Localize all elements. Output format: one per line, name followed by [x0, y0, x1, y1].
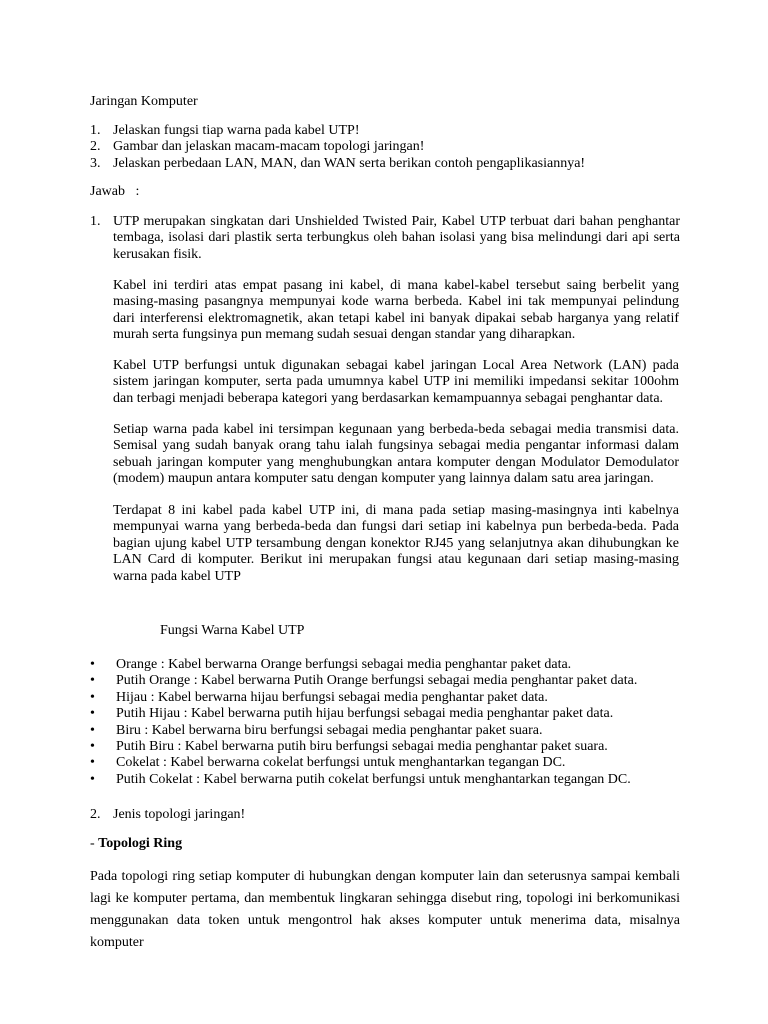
bullet-icon: • — [90, 722, 95, 738]
bullet-icon: • — [90, 739, 95, 755]
topology-heading — [90, 836, 182, 852]
bullet-icon: • — [90, 657, 95, 672]
question-number: 3. — [90, 155, 101, 171]
answer-1 — [90, 214, 680, 263]
list-item — [90, 723, 710, 739]
question-item — [90, 123, 710, 139]
question-text: Gambar dan jelaskan macam-macam topologi jaringan! — [113, 139, 425, 155]
document-title: Jaringan Komputer — [90, 94, 198, 109]
ring-heading: Topologi Ring — [98, 836, 183, 851]
list-item-text: Putih Biru : Kabel berwarna putih biru berfungsi sebagai media penghantar paket suara. — [116, 739, 608, 755]
list-item-text: Cokelat : Kabel berwarna cokelat berfungsi untuk menghantarkan tegangan DC. — [116, 755, 566, 771]
list-item-text: Orange : Kabel berwarna Orange berfungsi sebagai media penghantar paket data. — [116, 657, 572, 672]
question-text: Jelaskan perbedaan LAN, MAN, dan WAN serta berikan contoh pengaplikasiannya! — [113, 155, 586, 171]
color-function-list — [90, 657, 710, 788]
list-item — [90, 739, 710, 755]
answer-1-intro: UTP merupakan singkatan dari Unshielded Twisted Pair, Kabel UTP terbuat dari bahan penghantar tembaga, isolasi dari plastik serta terbungkus oleh bahan isolasi yang bisa melindungi dari api serta kerusakan fisik. — [113, 214, 680, 262]
answer-number: 1. — [90, 214, 101, 229]
list-item-text: Biru : Kabel berwarna biru berfungsi sebagai media penghantar paket suara. — [116, 722, 543, 738]
answer-2 — [90, 807, 245, 823]
paragraph: Setiap warna pada kabel ini tersimpan kegunaan yang berbeda-beda sebagai media transmisi data. Semisal yang sudah banyak orang tahu ialah fungsinya sebagai media pengantar informasi dalam sebuah jaringan komputer yang menghubungkan antara komputer dengan Modulator Demodulator (modem) maupun antara komputer satu dengan komputer yang lainnya dalam satu area jaringan. — [113, 422, 679, 487]
question-item — [90, 156, 710, 172]
list-item — [90, 690, 710, 706]
bullet-icon: • — [90, 755, 95, 771]
paragraph: Kabel ini terdiri atas empat pasang ini kabel, di mana kabel-kabel tersebut saing berbelit yang masing-masing pasangnya mempunyai kode warna berbeda. Kabel ini tak mempunyai pelindung dari interferensi elektromagnetik, akan tetapi kabel ini banyak dipakai sebab harganya yang relatif murah serta fungsinya pun memang sudah sesuai dengan standar yang diharapkan. — [113, 278, 679, 343]
question-list — [90, 123, 710, 172]
list-item — [90, 706, 710, 722]
list-item-text: Putih Cokelat : Kabel berwarna putih cokelat berfungsi untuk menghantarkan tegangan DC. — [116, 771, 631, 787]
bullet-icon: • — [90, 706, 95, 722]
answer-2-text: Jenis topologi jaringan! — [113, 807, 246, 822]
answer-number: 2. — [90, 807, 101, 822]
paragraph: Kabel UTP berfungsi untuk digunakan sebagai kabel jaringan Local Area Network (LAN) pada sistem jaringan komputer, serta pada umumnya kabel UTP ini memiliki impedansi sekitar 100ohm dan terbagi menjadi beberapa kategori yang berdasarkan kemampuannya sebagai penghantar data. — [113, 358, 679, 406]
list-item-text: Hijau : Kabel berwarna hijau berfungsi sebagai media penghantar paket data. — [116, 689, 548, 705]
bullet-icon: • — [90, 689, 95, 705]
section-subheading: Fungsi Warna Kabel UTP — [160, 623, 305, 638]
bullet-icon: • — [90, 771, 95, 787]
question-item — [90, 139, 710, 155]
heading-prefix: - — [90, 836, 99, 851]
question-text: Jelaskan fungsi tiap warna pada kabel UTP! — [113, 123, 360, 138]
list-item — [90, 673, 710, 689]
list-item — [90, 755, 710, 771]
question-number: 1. — [90, 123, 101, 138]
answer-label: Jawab : — [90, 184, 140, 199]
list-item-text: Putih Orange : Kabel berwarna Putih Orange berfungsi sebagai media penghantar paket data. — [116, 673, 638, 689]
list-item — [90, 772, 710, 788]
list-item — [90, 657, 710, 673]
bullet-icon: • — [90, 673, 95, 689]
paragraph: Terdapat 8 ini kabel pada kabel UTP ini, di mana pada setiap masing-masingnya inti kabelnya mempunyai warna yang berbeda-beda dan fungsi dari setiap ini kabelnya pun berbeda-beda. Pada bagian ujung kabel UTP tersambung dengan konektor RJ45 yang selanjutnya akan dihubungkan ke LAN Card di komputer. Berikut ini merupakan fungsi atau kegunaan dari setiap masing-masing warna pada kabel UTP — [113, 503, 679, 584]
question-number: 2. — [90, 139, 101, 155]
list-item-text: Putih Hijau : Kabel berwarna putih hijau berfungsi sebagai media penghantar paket data. — [116, 706, 614, 722]
ring-paragraph: Pada topologi ring setiap komputer di hubungkan dengan komputer lain dan seterusnya sampai kembali lagi ke komputer pertama, dan membentuk lingkaran sehingga disebut ring, topologi ini berkomunikasi menggunakan data token untuk mengontrol hak akses komputer untuk menerima data, misalnya komputer — [90, 869, 680, 950]
